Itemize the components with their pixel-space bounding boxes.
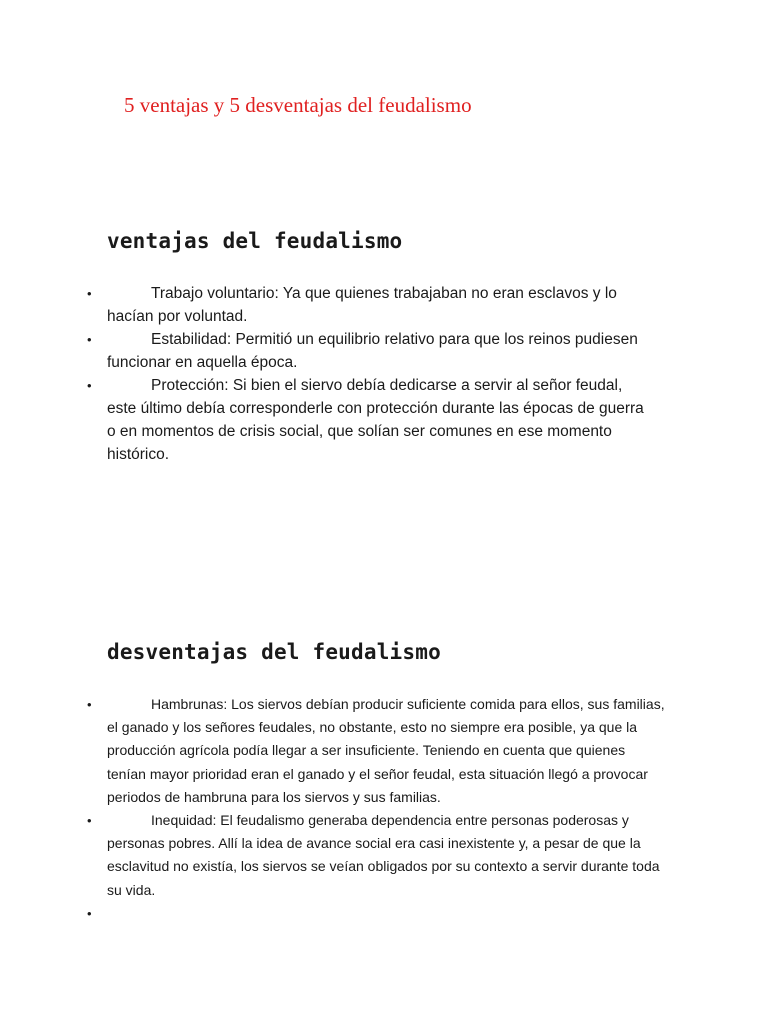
bullet-icon: • [87,697,92,712]
list-desventajas [87,693,667,925]
bullet-icon: • [87,813,92,829]
document-title: 5 ventajas y 5 desventajas del feudalismo [124,93,472,117]
bullet-icon: • [87,905,92,921]
list-item [87,282,652,328]
list-item [87,328,652,374]
bullet-icon: • [87,332,92,347]
heading-ventajas: ventajas del feudalismo [107,229,403,253]
list-ventajas [87,282,652,466]
list-item [87,809,667,902]
list-item-text: Inequidad: El feudalismo generaba dependencia entre personas poderosas y personas pobres. Allí la idea de avance social era casi inexistente y, a pesar de que la esclavitud no existía, los siervos se veían obligados por su contexto a servir durante toda su vida. [107,812,660,898]
list-item-text: Protección: Si bien el siervo debía dedicarse a servir al señor feudal, este último debía corresponderle con protección durante las épocas de guerra o en momentos de crisis social, que solían ser comunes en ese momento histórico. [107,377,644,463]
heading-desventajas: desventajas del feudalismo [107,640,441,664]
list-item [87,902,667,925]
bullet-icon: • [87,378,92,393]
list-item-text: Trabajo voluntario: Ya que quienes trabajaban no eran esclavos y lo hacían por voluntad. [107,285,617,325]
list-item-text: Estabilidad: Permitió un equilibrio relativo para que los reinos pudiesen funcionar en aquella época. [107,331,638,371]
list-item [87,374,652,466]
list-item [87,693,667,809]
bullet-icon: • [87,286,92,301]
list-item-text: Hambrunas: Los siervos debían producir suficiente comida para ellos, sus familias, el ganado y los señores feudales, no obstante, esto no siempre era posible, ya que la producción agrícola podía llegar a ser insuficiente. Teniendo en cuenta que quienes tenían mayor prioridad eran el ganado y el señor feudal, esta situación llegó a provocar periodos de hambruna para los siervos y sus familias. [107,696,665,805]
